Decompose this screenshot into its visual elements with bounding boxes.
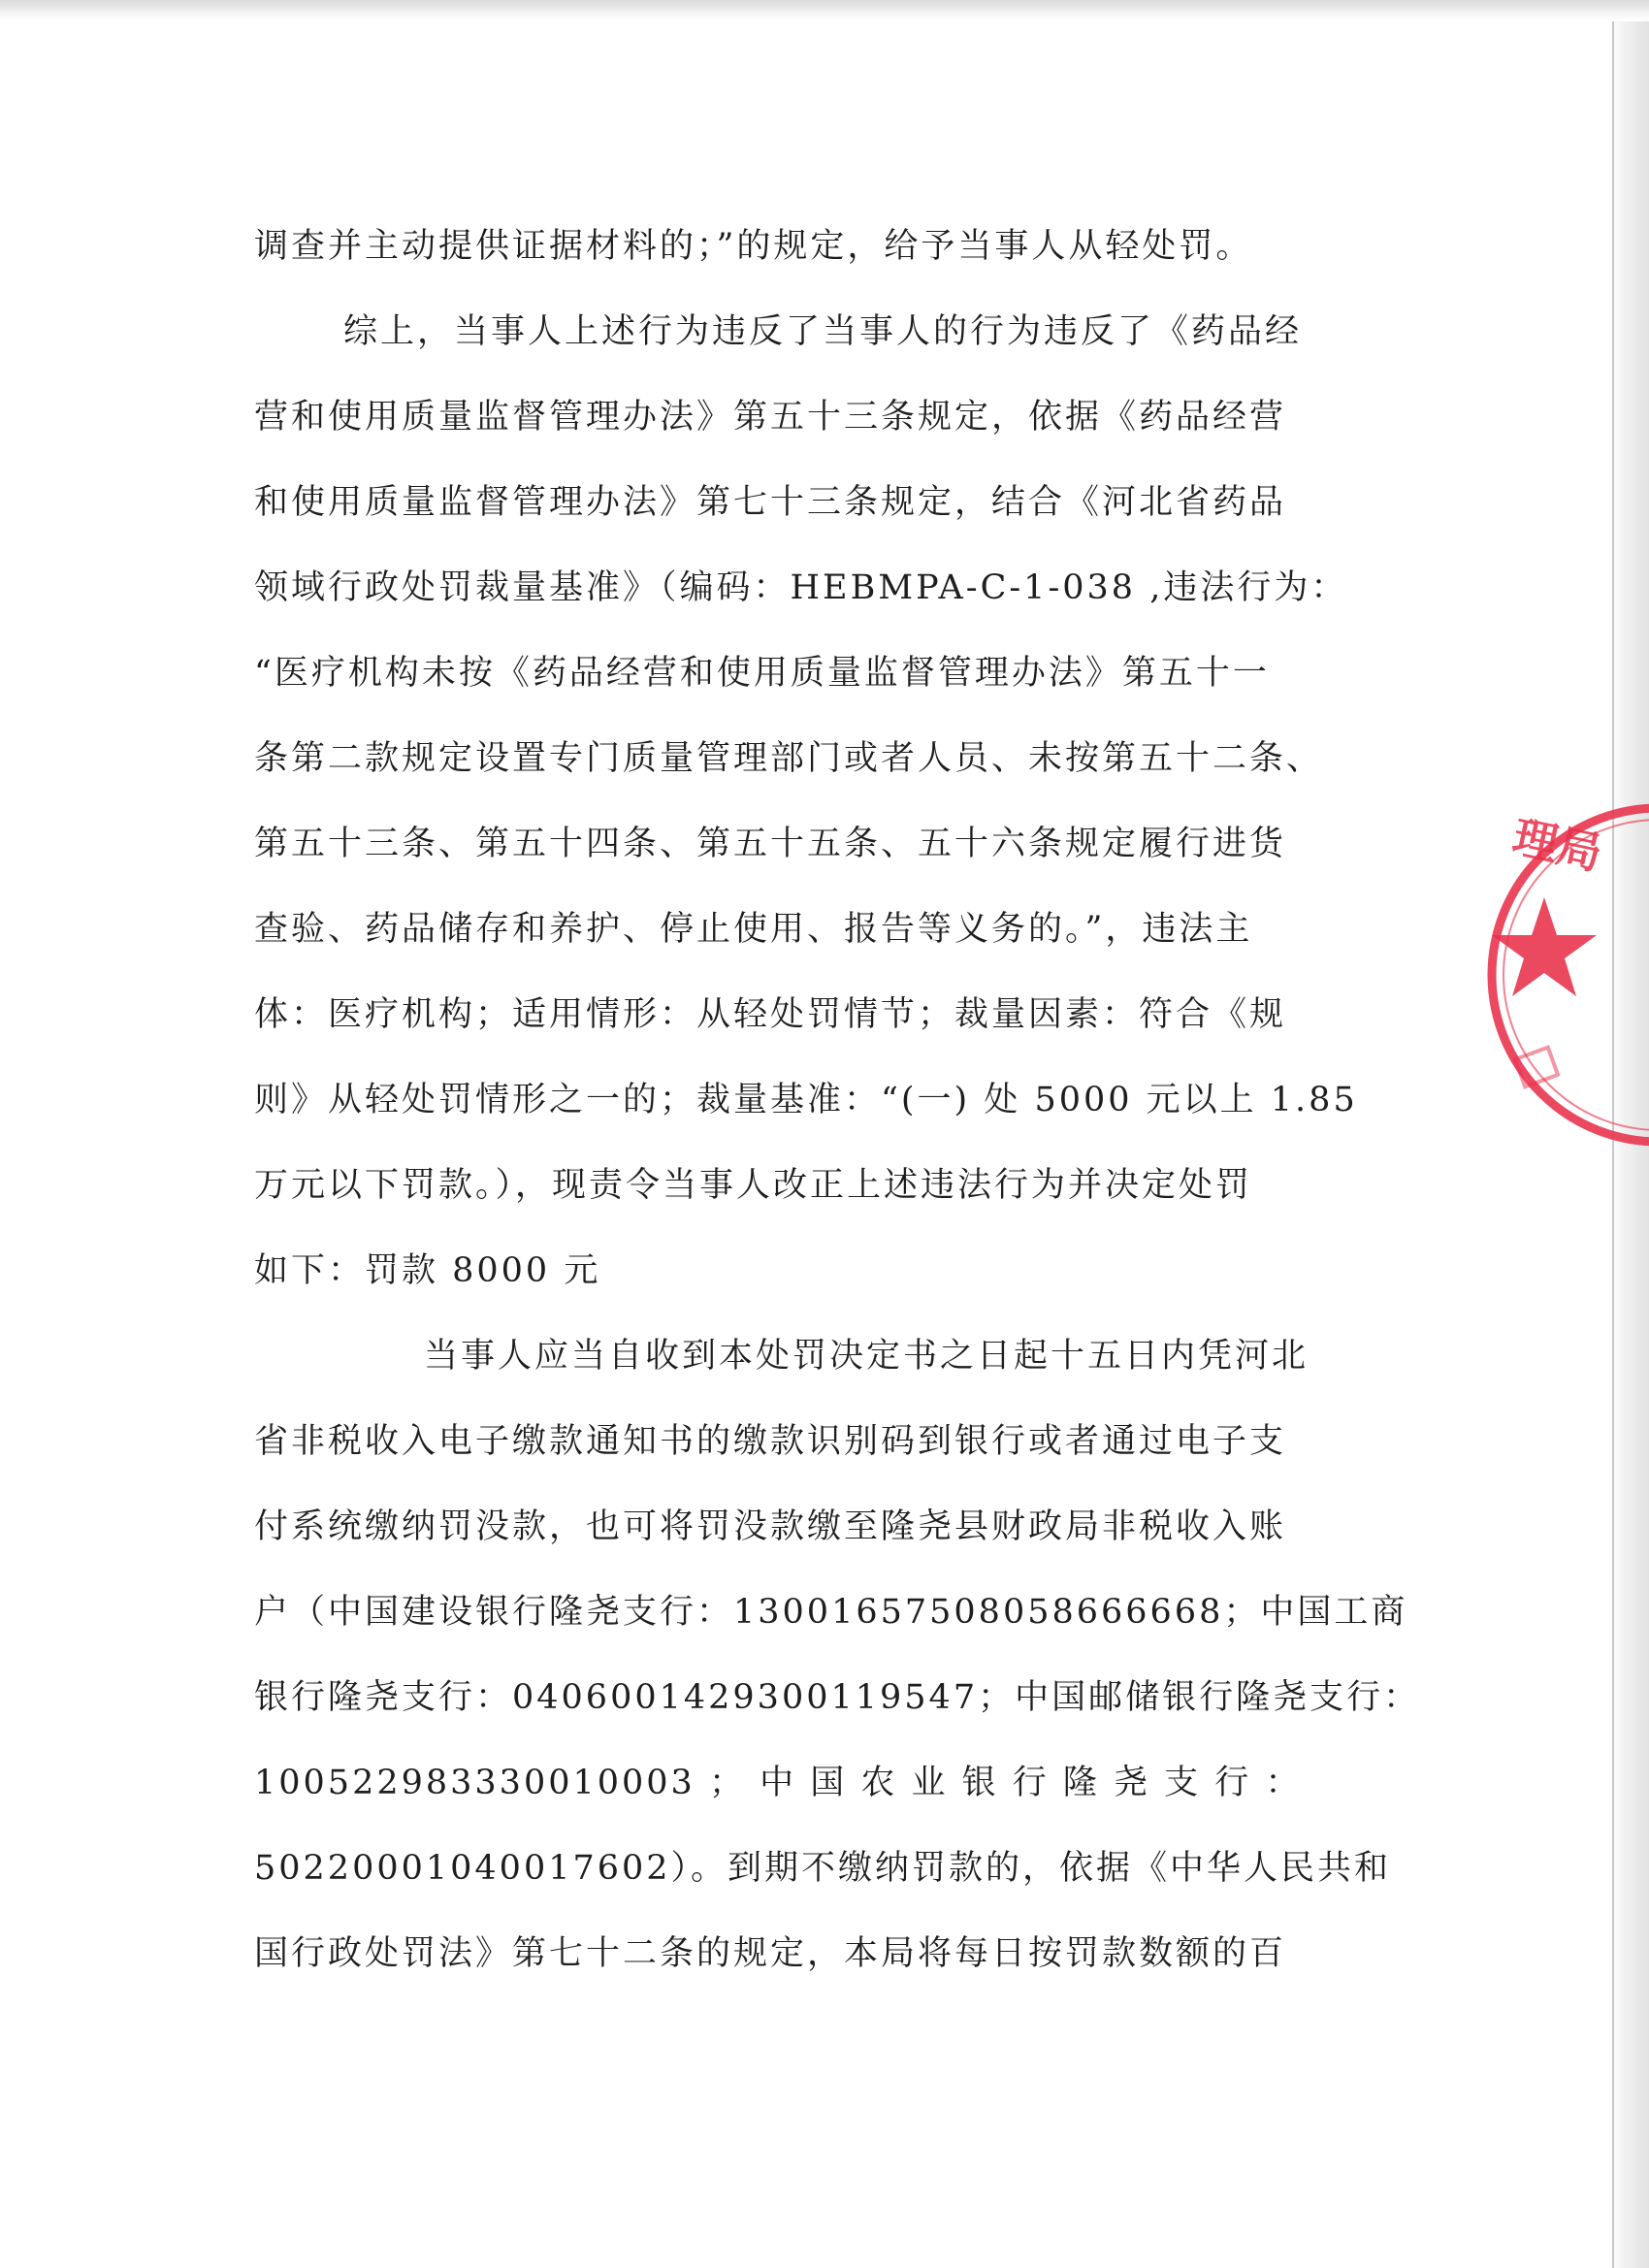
official-seal	[1484, 776, 1649, 1183]
seal-text: 理局	[1508, 810, 1607, 881]
text-line: 体：医疗机构；适用情形：从轻处罚情节；裁量因素：符合《规	[254, 995, 1287, 1034]
text-line: 100522983330010003 ； 中 国 农 业 银 行 隆 尧 支 行 ：	[254, 1764, 1303, 1802]
text-line: 营和使用质量监督管理办法》第五十三条规定，依据《药品经营	[254, 398, 1287, 437]
text-line: 如下：罚款 8000 元	[254, 1251, 601, 1290]
text-line: 省非税收入电子缴款通知书的缴款识别码到银行或者通过电子支	[254, 1422, 1287, 1461]
scan-top-edge	[0, 0, 1649, 21]
text-line: 户（中国建设银行隆尧支行：13001657508058666668；中国工商	[254, 1593, 1408, 1632]
text-line: 条第二款规定设置专门质量管理部门或者人员、未按第五十二条、	[254, 739, 1324, 778]
text-line: 付系统缴纳罚没款，也可将罚没款缴至隆尧县财政局非税收入账	[254, 1507, 1287, 1546]
text-line: 和使用质量监督管理办法》第七十三条规定，结合《河北省药品	[254, 483, 1287, 522]
text-line: 综上，当事人上述行为违反了当事人的行为违反了《药品经	[343, 312, 1303, 351]
text-line: 银行隆尧支行：0406001429300119547；中国邮储银行隆尧支行：	[254, 1678, 1421, 1717]
text-line: 50220001040017602）。到期不缴纳罚款的，依据《中华人民共和	[254, 1849, 1392, 1888]
text-line: 则》从轻处罚情形之一的；裁量基准：“(一) 处 5000 元以上 1.85	[254, 1081, 1358, 1119]
text-line: 调查并主动提供证据材料的；”的规定，给予当事人从轻处罚。	[254, 227, 1253, 266]
text-line: “医疗机构未按《药品经营和使用质量监督管理办法》第五十一	[254, 654, 1270, 693]
text-line: 国行政处罚法》第七十二条的规定，本局将每日按罚款数额的百	[254, 1934, 1287, 1973]
text-line: 当事人应当自收到本处罚决定书之日起十五日内凭河北	[424, 1337, 1310, 1376]
text-line: 第五十三条、第五十四条、第五十五条、五十六条规定履行进货	[254, 825, 1287, 863]
text-line: 查验、药品储存和养护、停止使用、报告等义务的。”，违法主	[254, 910, 1253, 949]
text-line: 万元以下罚款。），现责令当事人改正上述违法行为并决定处罚	[254, 1166, 1253, 1205]
text-line: 领域行政处罚裁量基准》（编码：HEBMPA-C-1-038 ,违法行为：	[254, 568, 1348, 607]
document-body	[254, 204, 1457, 1996]
